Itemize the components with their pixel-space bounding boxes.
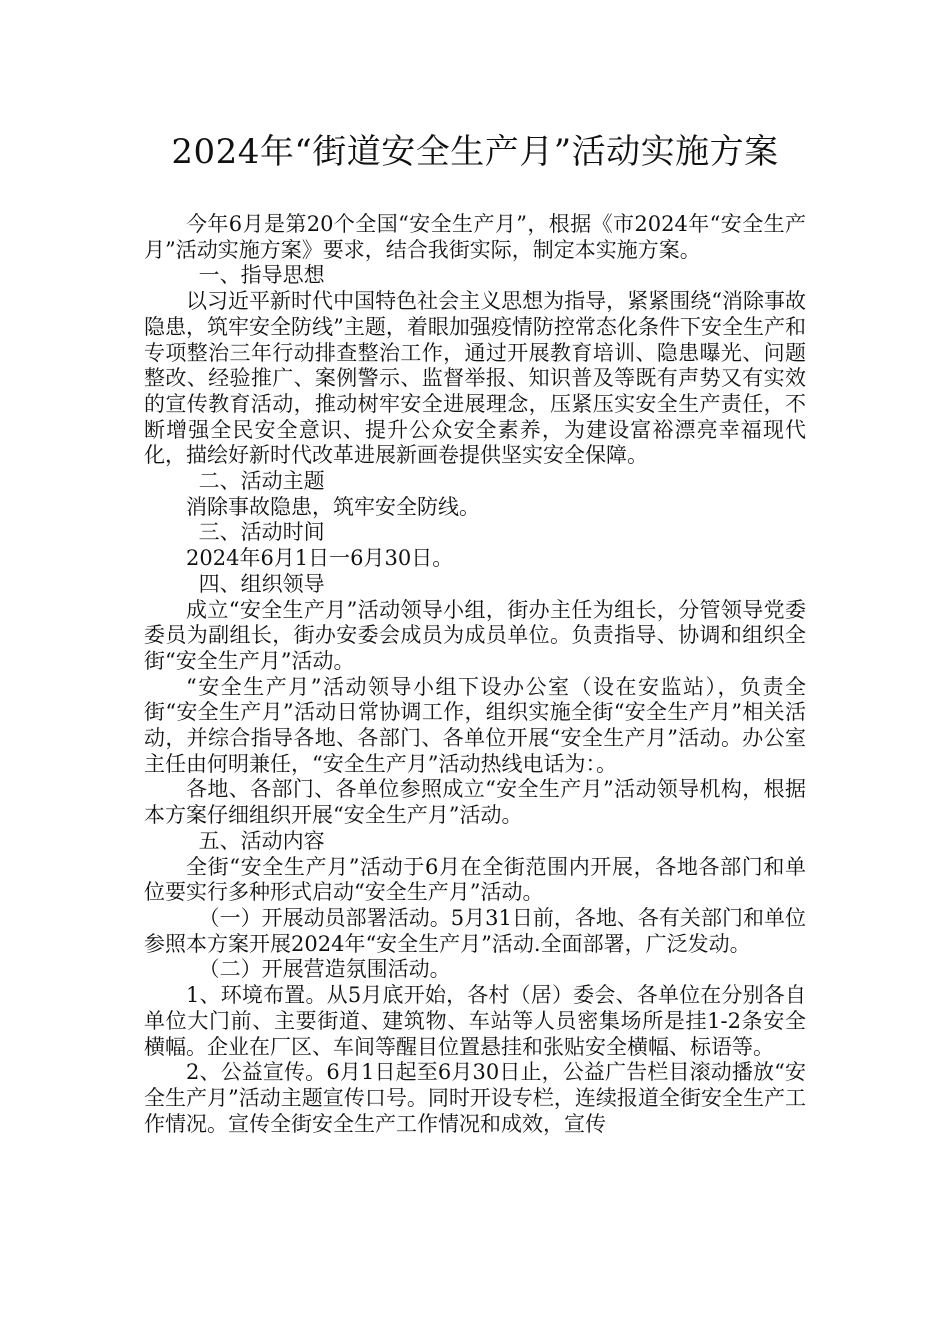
paragraph-intro: 今年6月是第20个全国“安全生产月”，根据《市2024年“安全生产月”活动实施方案》要求，结合我街实际，制定本实施方案。 bbox=[144, 212, 806, 262]
document-page bbox=[144, 128, 806, 1137]
paragraph-public-publicity: 2、公益宣传。6月1日起至6月30日止，公益广告栏目滚动播放“安全生产月”活动主题宣传口号。同时开设专栏，连续报道全街安全生产工作情况。宣传全街安全生产工作情况和成效，宣传 bbox=[144, 1060, 806, 1136]
paragraph-environment-layout: 1、环境布置。从5月底开始，各村（居）委会、各单位在分别各自单位大门前、主要街道、建筑物、车站等人员密集场所是挂1-2条安全横幅。企业在厂区、车间等醒目位置悬挂和张贴安全横幅、标语等。 bbox=[144, 983, 806, 1059]
section-heading-activity-time: 三、活动时间 bbox=[198, 520, 325, 545]
section-heading-activity-theme: 二、活动主题 bbox=[198, 469, 325, 494]
paragraph-organization-group: 成立“安全生产月”活动领导小组，街办主任为组长，分管领导党委委员为副组长，街办安委会成员为成员单位。负责指导、协调和组织全街“安全生产月”活动。 bbox=[144, 597, 806, 673]
paragraph-mobilization: （一）开展动员部署活动。5月31日前，各地、各有关部门和单位参照本方案开展2024年“安全生产月”活动.全面部署，广泛发动。 bbox=[144, 905, 806, 956]
paragraph-activity-time: 2024年6月1日一6月30日。 bbox=[186, 546, 454, 571]
paragraph-organization-office: “安全生产月”活动领导小组下设办公室（设在安监站），负责全街“安全生产月”活动日常协调工作，组织实施全街“安全生产月”相关活动，并综合指导各地、各部门、各单位开展“安全生产月”活动。办公室主任由何明兼任，“安全生产月”活动热线电话为：。 bbox=[144, 674, 806, 776]
paragraph-activity-content: 全街“安全生产月”活动于6月在全街范围内开展，各地各部门和单位要实行多种形式启动“安全生产月”活动。 bbox=[144, 854, 806, 905]
section-heading-guiding-ideology: 一、指导思想 bbox=[198, 263, 325, 288]
paragraph-organization-units: 各地、各部门、各单位参照成立“安全生产月”活动领导机构，根据本方案仔细组织开展“安全生产月”活动。 bbox=[144, 777, 806, 828]
section-heading-activity-content: 五、活动内容 bbox=[198, 828, 325, 853]
paragraph-atmosphere-heading: （二）开展营造氛围活动。 bbox=[198, 957, 451, 982]
document-body bbox=[144, 212, 806, 1137]
document-title: 2024年“街道安全生产月”活动实施方案 bbox=[171, 132, 779, 172]
section-heading-organization: 四、组织领导 bbox=[198, 571, 325, 596]
paragraph-guiding-ideology: 以习近平新时代中国特色社会主义思想为指导，紧紧围绕“消除事故隐患，筑牢安全防线”主题，着眼加强疫情防控常态化条件下安全生产和专项整治三年行动排查整治工作，通过开展教育培训、隐患曝光、问题整改、经验推广、案例警示、监督举报、知识普及等既有声势又有实效的宣传教育活动，推动树牢安全进展理念，压紧压实安全生产责任，不断增强全民安全意识、提升公众安全素养，为建设富裕漂亮幸福现代化，描绘好新时代改革进展新画卷提供坚实安全保障。 bbox=[144, 289, 806, 468]
paragraph-activity-theme: 消除事故隐患，筑牢安全防线。 bbox=[186, 494, 480, 519]
